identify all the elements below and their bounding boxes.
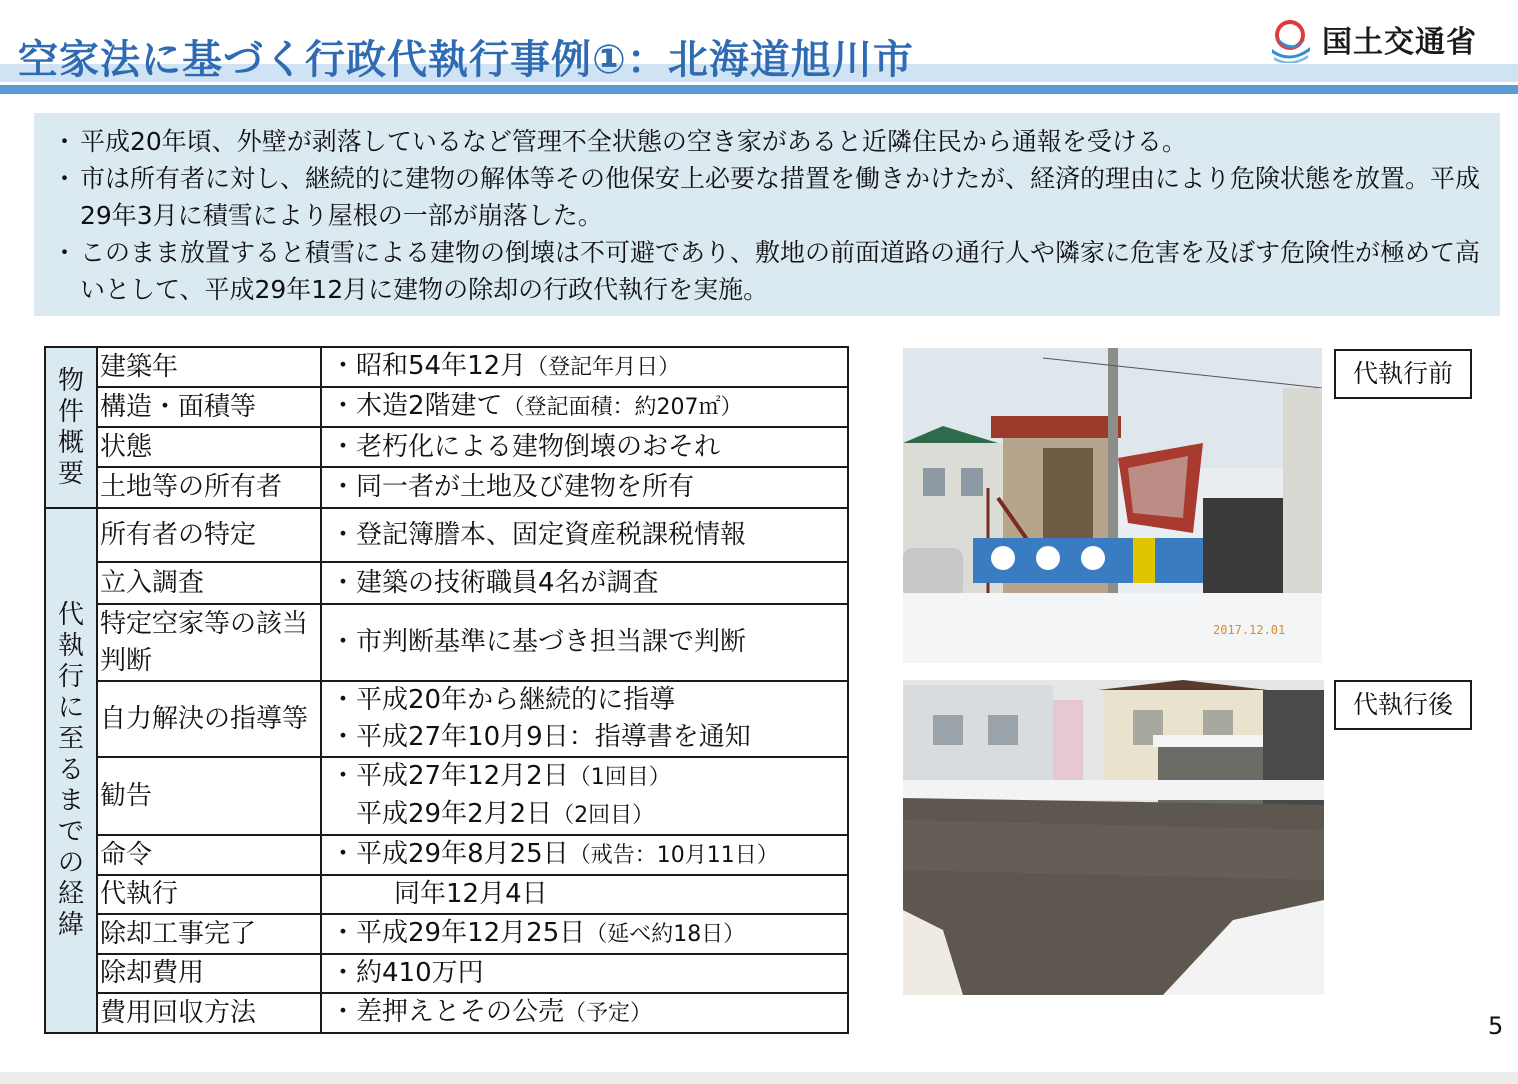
row-value: 同年12月4日 bbox=[321, 875, 848, 914]
row-value: ・差押えとその公売（予定） bbox=[321, 993, 848, 1033]
house-before-illustration bbox=[903, 348, 1322, 663]
summary-text: このまま放置すると積雪による建物の倒壊は不可避であり、敷地の前面道路の通行人や隣家に危害を及ぼす危険性が極めて高いとして、平成29年12月に建物の除却の行政代執行を実施。 bbox=[80, 238, 1481, 304]
summary-item bbox=[52, 234, 1486, 308]
row-label: 立入調査 bbox=[97, 562, 321, 604]
ministry-logo bbox=[1266, 14, 1511, 64]
table-row bbox=[45, 562, 848, 604]
row-label: 除却工事完了 bbox=[97, 914, 321, 954]
date-stamp: 2017.12.01 bbox=[1213, 623, 1286, 637]
table-row bbox=[45, 993, 848, 1033]
logo-text: 国土交通省 bbox=[1322, 25, 1477, 60]
caption-after: 代執行後 bbox=[1334, 680, 1472, 730]
row-value: ・建築の技術職員4名が調査 bbox=[321, 562, 848, 604]
row-label: 勧告 bbox=[97, 757, 321, 835]
row-value: ・登記簿謄本、固定資産税課税情報 bbox=[321, 508, 848, 562]
title-band-dark bbox=[0, 85, 1518, 94]
row-label: 除却費用 bbox=[97, 954, 321, 993]
row-label: 土地等の所有者 bbox=[97, 467, 321, 508]
summary-item bbox=[52, 123, 1486, 160]
summary-text: 市は所有者に対し、継続的に建物の解体等その他保安上必要な措置を働きかけたが、経済的理由により危険状態を放置。平成29年3月に積雪により屋根の一部が崩落した。 bbox=[80, 164, 1481, 230]
table-row bbox=[45, 757, 848, 835]
table-row bbox=[45, 954, 848, 993]
row-label: 命令 bbox=[97, 835, 321, 875]
summary-box bbox=[34, 113, 1500, 316]
table-row bbox=[45, 914, 848, 954]
vacant-lot-after-illustration bbox=[903, 680, 1324, 995]
row-value: ・平成29年8月25日（戒告：10月11日） bbox=[321, 835, 848, 875]
table-row bbox=[45, 427, 848, 467]
table-row bbox=[45, 835, 848, 875]
row-value: ・平成29年12月25日（延べ約18日） bbox=[321, 914, 848, 954]
row-value: ・約410万円 bbox=[321, 954, 848, 993]
row-value: ・平成20年から継続的に指導 ・平成27年10月9日：指導書を通知 bbox=[321, 681, 848, 757]
bottom-strip bbox=[0, 1072, 1518, 1084]
bullet: ・ bbox=[52, 238, 78, 267]
row-label: 代執行 bbox=[97, 875, 321, 914]
row-value: ・老朽化による建物倒壊のおそれ bbox=[321, 427, 848, 467]
mlit-logo-icon bbox=[1266, 15, 1314, 63]
photo-after bbox=[903, 680, 1324, 995]
table-row bbox=[45, 875, 848, 914]
row-label: 費用回収方法 bbox=[97, 993, 321, 1033]
summary-item bbox=[52, 160, 1486, 234]
table-row bbox=[45, 467, 848, 508]
row-value: ・平成27年12月2日（1回目） 平成29年2月2日（2回目） bbox=[321, 757, 848, 835]
row-label: 所有者の特定 bbox=[97, 508, 321, 562]
bullet: ・ bbox=[52, 127, 78, 156]
table-row bbox=[45, 508, 848, 562]
page-number: 5 bbox=[1488, 1012, 1504, 1040]
row-value: ・昭和54年12月（登記年月日） bbox=[321, 347, 848, 387]
photo-before bbox=[903, 348, 1322, 663]
row-label: 構造・面積等 bbox=[97, 387, 321, 427]
case-info-table bbox=[44, 346, 849, 1034]
row-label: 自力解決の指導等 bbox=[97, 681, 321, 757]
group-header-history: 代執行に至るまでの経緯 bbox=[45, 508, 97, 1033]
group-header-property: 物件概要 bbox=[45, 347, 97, 508]
table-row bbox=[45, 681, 848, 757]
row-value: ・木造2階建て（登記面積：約207㎡） bbox=[321, 387, 848, 427]
row-label: 状態 bbox=[97, 427, 321, 467]
page-title: 空家法に基づく行政代執行事例①：北海道旭川市 bbox=[18, 37, 914, 83]
summary-text: 平成20年頃、外壁が剥落しているなど管理不全状態の空き家があると近隣住民から通報を受ける。 bbox=[80, 127, 1187, 156]
row-value: ・市判断基準に基づき担当課で判断 bbox=[321, 604, 848, 681]
table-row bbox=[45, 347, 848, 387]
bullet: ・ bbox=[52, 164, 78, 193]
row-value: ・同一者が土地及び建物を所有 bbox=[321, 467, 848, 508]
row-label: 建築年 bbox=[97, 347, 321, 387]
row-label: 特定空家等の該当判断 bbox=[97, 604, 321, 681]
caption-before: 代執行前 bbox=[1334, 349, 1472, 399]
table-row bbox=[45, 604, 848, 681]
table-row bbox=[45, 387, 848, 427]
